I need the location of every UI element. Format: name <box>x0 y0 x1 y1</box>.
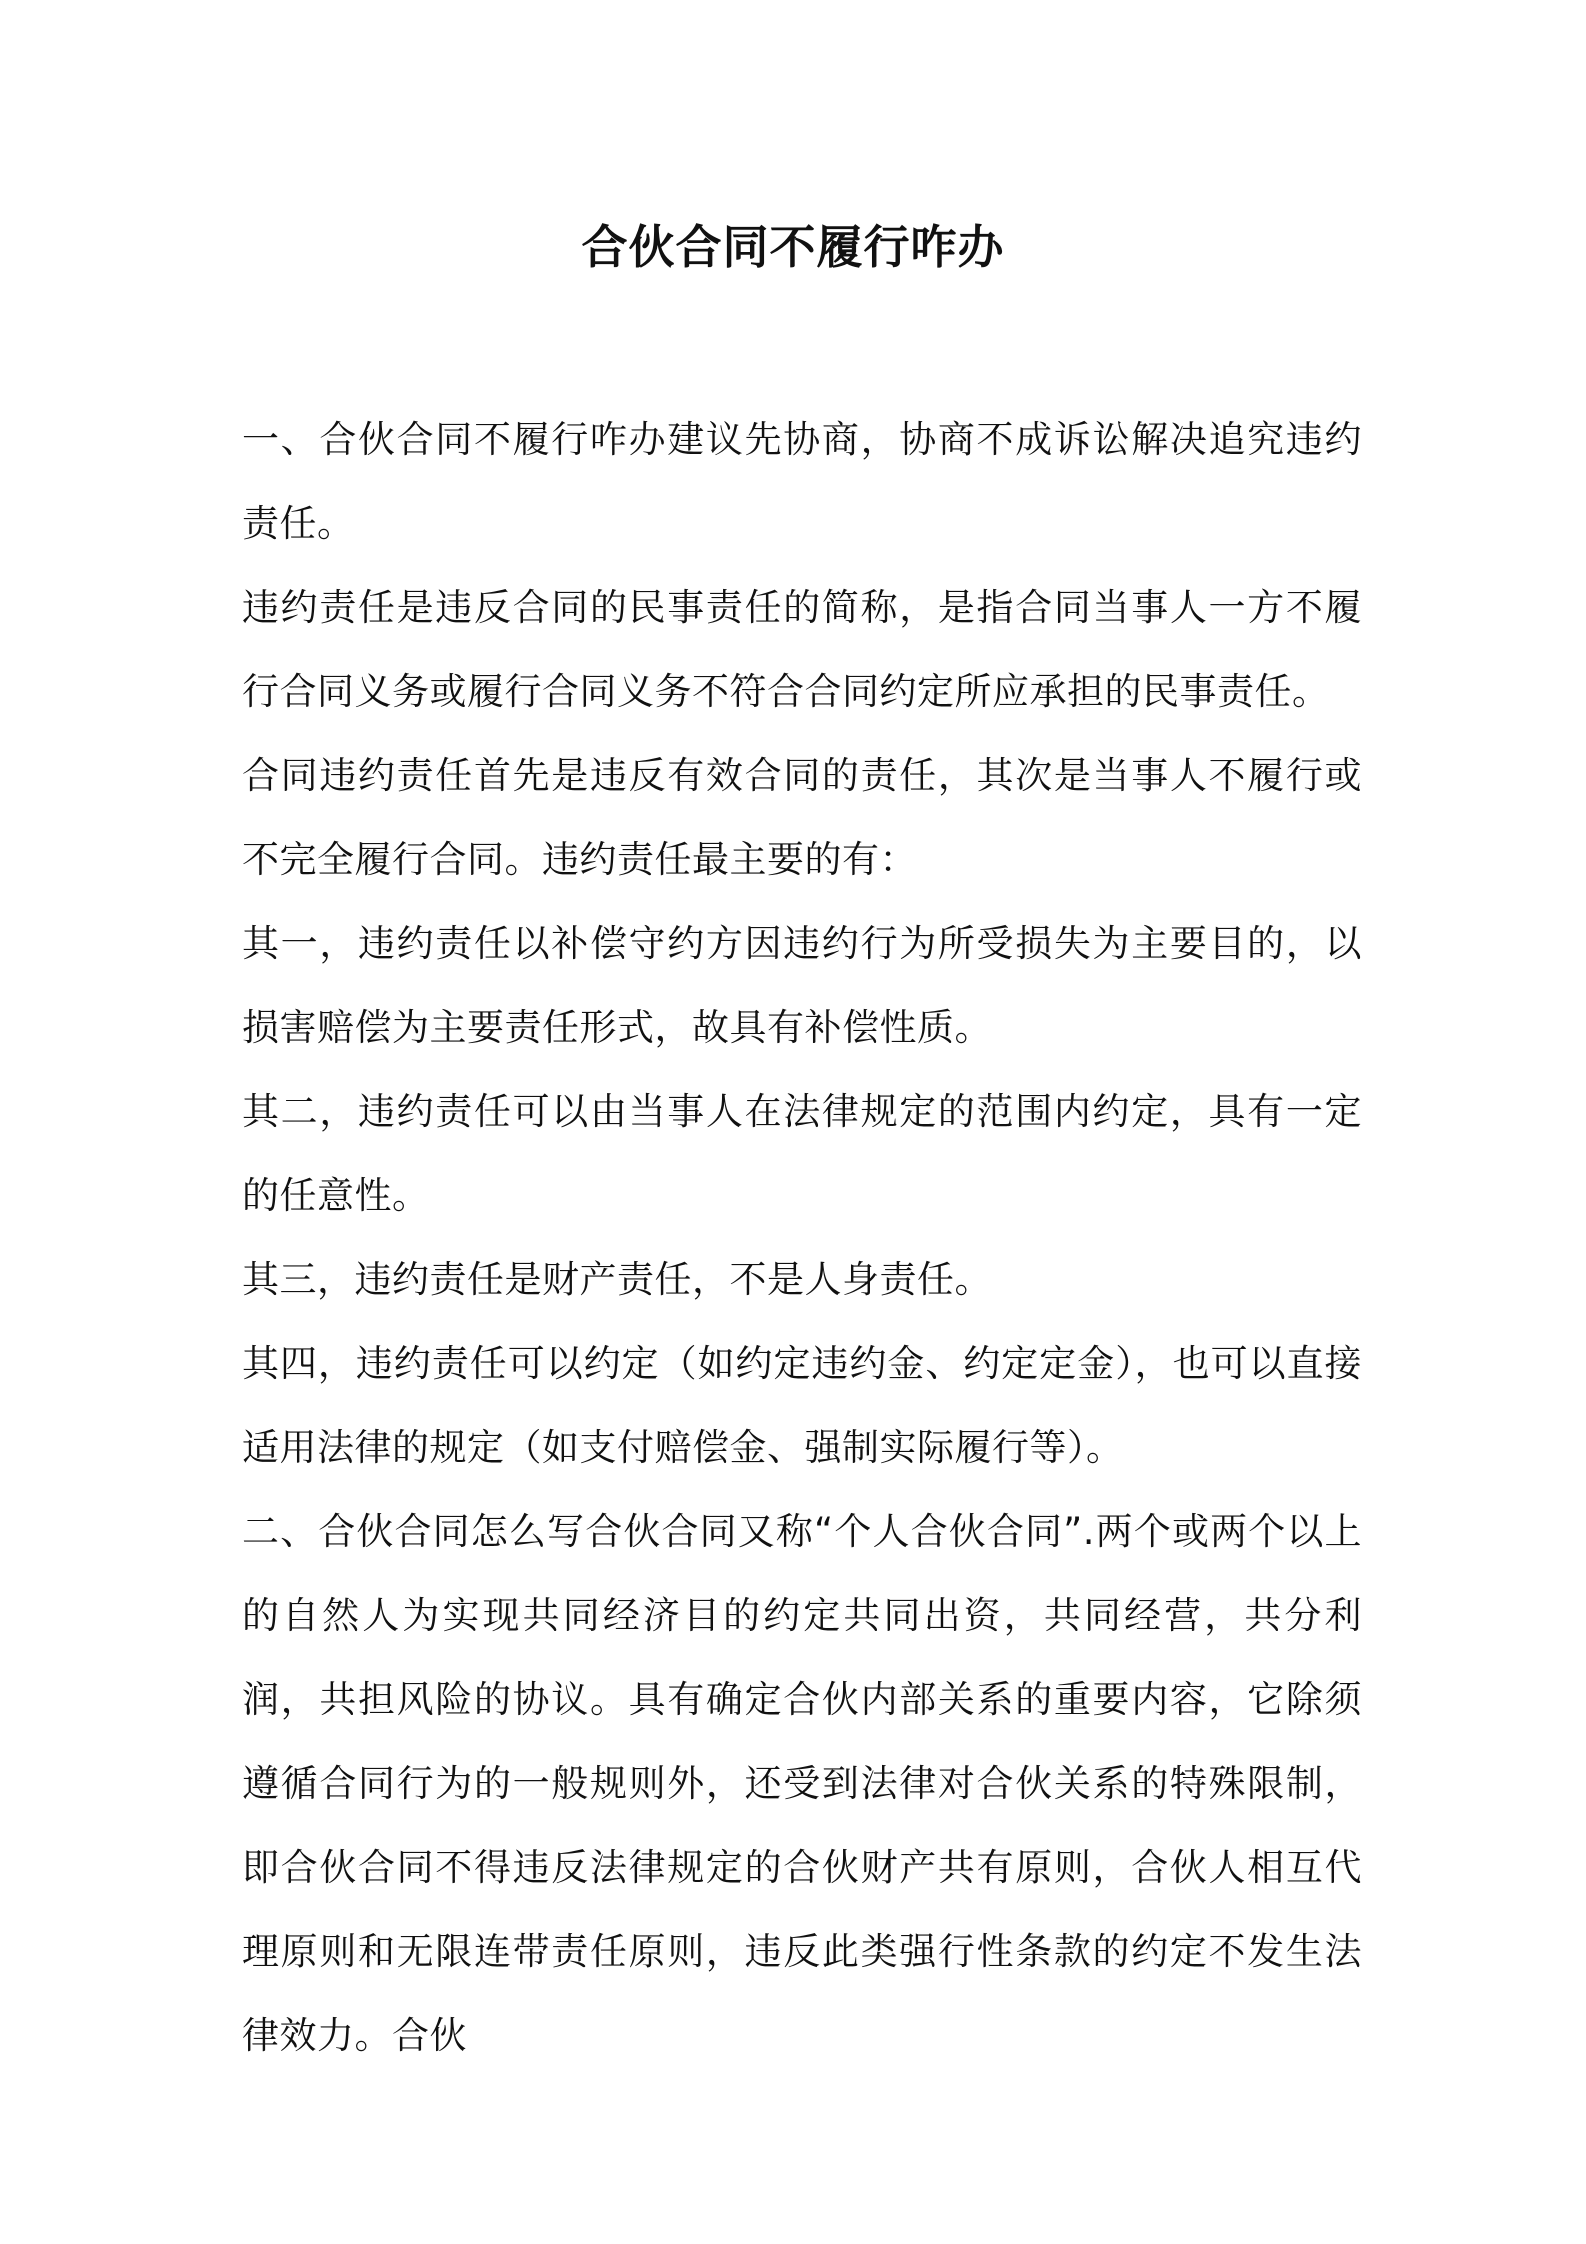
paragraph-4: 其一，违约责任以补偿守约方因违约行为所受损失为主要目的，以损害赔偿为主要责任形式，故具有补偿性质。 <box>242 922 1362 1049</box>
paragraph-3: 合同违约责任首先是违反有效合同的责任，其次是当事人不履行或不完全履行合同。违约责任最主要的有： <box>242 754 1362 881</box>
paragraph-8: 二、合伙合同怎么写合伙合同又称“个人合伙合同”.两个或两个以上的自然人为实现共同经济目的约定共同出资，共同经营，共分利润，共担风险的协议。具有确定合伙内部关系的重要内容，它除须遵循合同行为的一般规则外，还受到法律对合伙关系的特殊限制，即合伙合同不得违反法律规定的合伙财产共有原则，合伙人相互代理原则和无限连带责任原则，违反此类强行性条款的约定不发生法律效力。合伙 <box>242 1510 1362 2057</box>
document-body <box>242 398 1362 2078</box>
paragraph-2: 违约责任是违反合同的民事责任的简称，是指合同当事人一方不履行合同义务或履行合同义务不符合合同约定所应承担的民事责任。 <box>242 586 1362 713</box>
paragraph-7: 其四，违约责任可以约定（如约定违约金、约定定金），也可以直接适用法律的规定（如支付赔偿金、强制实际履行等）。 <box>242 1342 1362 1469</box>
paragraph-6: 其三，违约责任是财产责任，不是人身责任。 <box>242 1258 992 1301</box>
paragraph-1: 一、合伙合同不履行咋办建议先协商，协商不成诉讼解决追究违约责任。 <box>242 418 1362 545</box>
document-title: 合伙合同不履行咋办 <box>581 220 1005 274</box>
paragraph-5: 其二，违约责任可以由当事人在法律规定的范围内约定，具有一定的任意性。 <box>242 1090 1362 1217</box>
